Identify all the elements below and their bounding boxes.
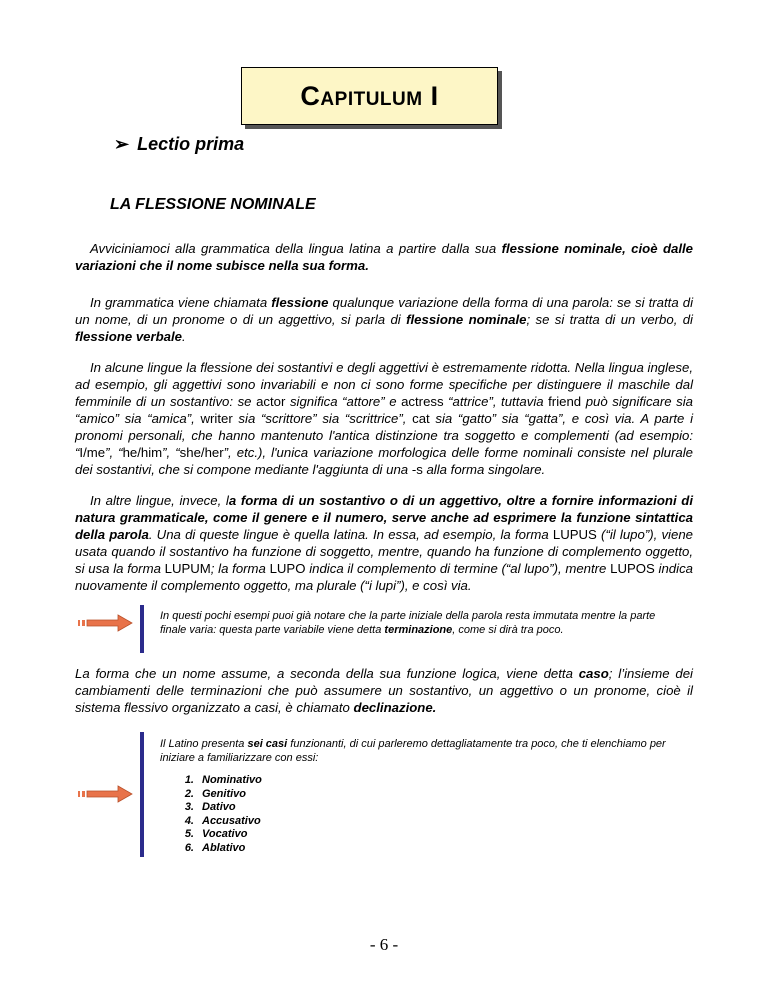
case-name: Dativo: [202, 801, 236, 813]
text: In alcune lingue la flessione dei sostantivi e degli aggettivi è estremamente ridotta. Nella lingua inglese, ad esempio, gli aggettivi sono invariabili e non ci sono forme specifiche per distinguere il maschile dal femminile di un sostantivo: se: [75, 360, 693, 409]
example-word: I/me: [79, 445, 106, 460]
text: funzionanti, di cui parleremo dettagliatamente tra poco, che ti elenchiamo per iniziare a familiarizzare con essi:: [160, 738, 666, 764]
text: alla forma singolare.: [422, 462, 546, 477]
note-sei-casi: [160, 737, 670, 765]
example-word: actress: [401, 394, 444, 409]
text: può significare sia “amico” sia “amica”,: [75, 394, 694, 426]
list-item: [172, 828, 262, 842]
paragraph-caso: [75, 665, 693, 716]
example-word: LUPUS: [552, 527, 597, 542]
case-name: Ablativo: [202, 841, 246, 854]
bold-text: flessione verbale: [75, 329, 183, 344]
list-item: [172, 842, 262, 856]
list-number: 6.: [184, 841, 194, 854]
paragraph-english-example: [75, 359, 693, 478]
bold-text: declinazione.: [353, 700, 437, 715]
example-word: writer: [200, 411, 233, 426]
lesson-title: Lectio prima: [137, 134, 245, 154]
example-word: cat: [412, 411, 430, 426]
list-item: [172, 801, 262, 815]
bold-text: caso: [578, 666, 609, 681]
page-number: - 6 -: [369, 935, 399, 954]
text: Avviciniamoci alla grammatica della lingua latina a partire dalla sua: [90, 241, 502, 256]
example-word: -s: [411, 462, 423, 477]
list-number: 1.: [184, 774, 194, 786]
example-word: LUPOS: [610, 561, 655, 576]
case-name: Genitivo: [202, 787, 247, 800]
text: indica nuovamente il complemento oggetto, ma plurale (“i lupi”), e così via.: [75, 561, 693, 593]
text: “attrice”, tuttavia: [443, 394, 549, 409]
list-number: 2.: [184, 787, 194, 800]
text: In questi pochi esempi puoi già notare che la parte iniziale della parola resta immutata mentre la parte finale varia: questa parte variabile viene detta: [160, 610, 656, 636]
text: indica il complemento di termine (“al lupo”), mentre: [305, 561, 611, 576]
case-name: Vocativo: [202, 828, 248, 840]
list-number: 3.: [184, 801, 194, 813]
lesson-heading: [114, 134, 244, 155]
text: . Una di queste lingue è quella latina. In essa, ad esempio, la forma: [148, 527, 553, 542]
right-arrow-icon: [78, 785, 134, 803]
text: ; l’insieme dei cambiamenti delle terminazioni che può assumere un sostantivo, un aggettivo o un pronome, cioè il sistema flessivo organizzato a casi, è chiamato: [75, 666, 693, 715]
example-word: friend: [548, 394, 582, 409]
example-word: he/him: [122, 445, 163, 460]
text: , come si dirà tra poco.: [452, 624, 564, 636]
text: ”, “: [162, 445, 180, 460]
list-number: 4.: [184, 814, 194, 827]
text: In grammatica viene chiamata: [90, 295, 272, 310]
text: significa “attore” e: [285, 394, 402, 409]
note-sidebar: [140, 605, 144, 653]
bold-text: sei casi: [247, 738, 288, 750]
bold-text: a forma di un sostantivo o di un aggettivo, oltre a fornire informazioni di natura grammaticale, come il genere e il numero, serve anche ad esprimere la funzione sintattica della parola: [75, 493, 693, 542]
text: (“il lupo”), viene usata quando il sostantivo ha funzione di soggetto, mentre, quando ha funzione di complemento oggetto, si usa la forma: [75, 527, 693, 576]
right-arrow-icon: [78, 614, 134, 632]
paragraph-latin-example: [75, 492, 693, 594]
chapter-title: Capitulum I: [300, 80, 439, 111]
list-number: 5.: [184, 828, 194, 840]
example-word: actor: [256, 394, 286, 409]
example-word: LUPO: [269, 561, 306, 576]
text: Il Latino presenta: [160, 738, 248, 750]
text: sia “gatto” sia “gatta”, e così via. A parte i pronomi personali, che hanno mantenuto l'antica distinzione tra soggetto e complementi (ad esempio: “: [75, 411, 694, 460]
chapter-title-box: [241, 67, 498, 125]
section-title: LA FLESSIONE NOMINALE: [110, 196, 316, 213]
bold-text: terminazione: [384, 624, 453, 636]
text: In altre lingue, invece, l: [90, 493, 229, 508]
list-item: [172, 815, 262, 829]
list-item: [172, 774, 262, 788]
text: .: [182, 329, 186, 344]
bold-text: flessione nominale: [406, 312, 527, 327]
note-terminazione: [160, 609, 670, 637]
arrowhead-bullet-icon: ➢: [114, 134, 130, 154]
case-name: Nominativo: [202, 774, 262, 786]
note-sidebar: [140, 732, 144, 857]
text: sia “scrittore” sia “scrittrice”,: [232, 411, 413, 426]
text: ; la forma: [210, 561, 270, 576]
text: ; se si tratta di un verbo, di: [526, 312, 693, 327]
case-name: Accusativo: [202, 814, 261, 827]
bold-text: flessione nominale, cioè dalle variazioni che il nome subisce nella sua forma.: [75, 241, 694, 273]
text: ”, etc.), l'unica variazione morfologica delle forme nominali consiste nel plurale dei sostantivi, che si compone mediante l'aggiunta di una: [75, 445, 693, 477]
example-word: she/her: [179, 445, 224, 460]
case-list: [172, 774, 262, 855]
text: qualunque variazione della forma di una parola: se si tratta di un nome, di un pronome o di un aggettivo, si parla di: [75, 295, 694, 327]
paragraph-flessione: [75, 294, 693, 345]
paragraph-intro: [75, 240, 693, 274]
example-word: LUPUM: [164, 561, 211, 576]
text: La forma che un nome assume, a seconda della sua funzione logica, viene detta: [75, 666, 579, 681]
list-item: [172, 788, 262, 802]
bold-text: flessione: [271, 295, 329, 310]
text: ”, “: [105, 445, 123, 460]
